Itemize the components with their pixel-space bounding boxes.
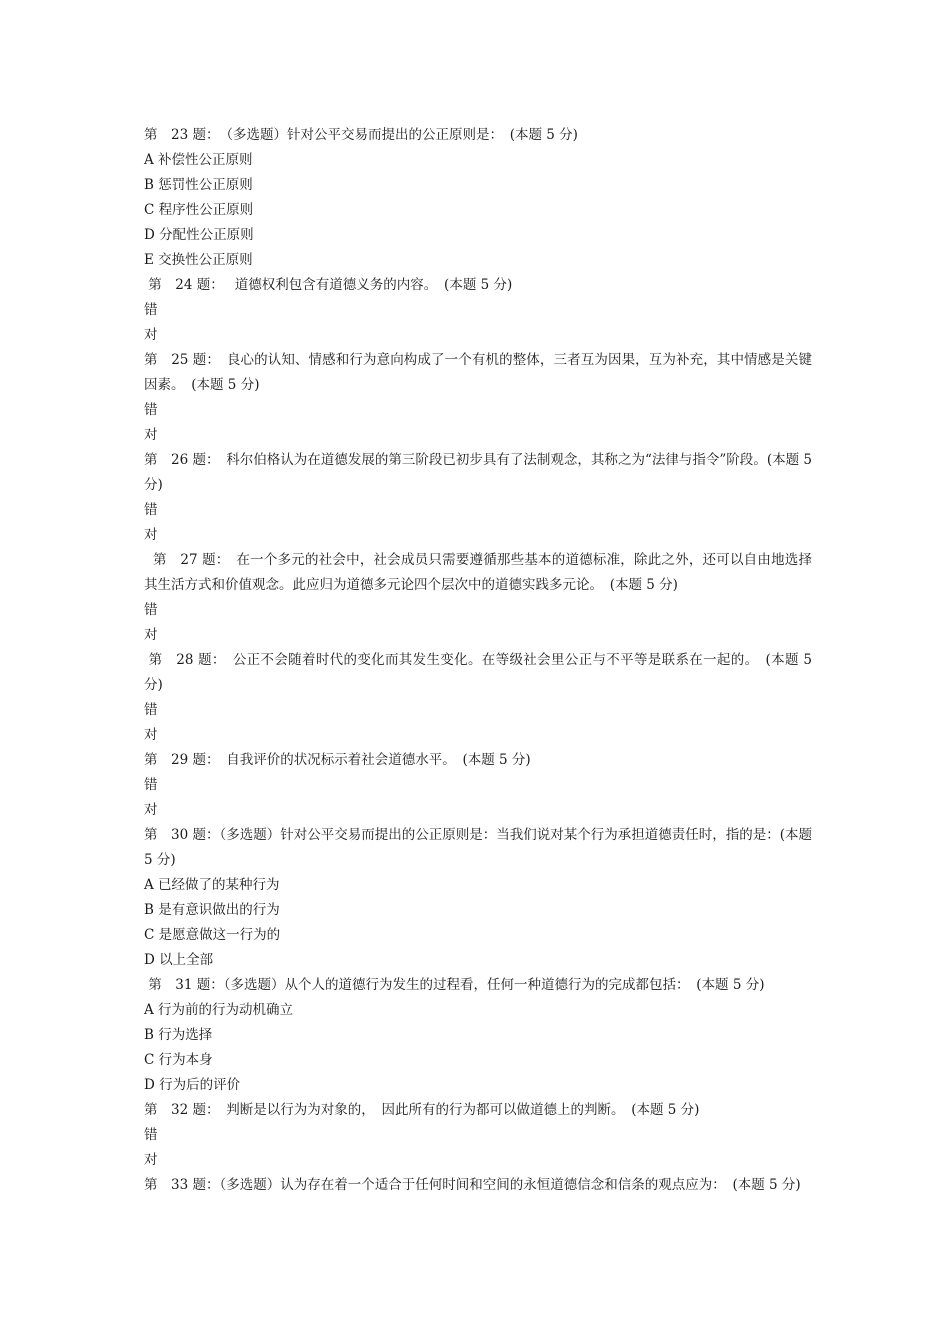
question-text: 第 24 题： 道德权利包含有道德义务的内容。 (本题 5 分) xyxy=(144,277,513,293)
answer-option: C 行为本身 xyxy=(144,1052,213,1068)
question-text: 第 25 题： 良心的认知、情感和行为意向构成了一个有机的整体，三者互为因果，互为补充，其中情感是关键因素。 (本题 5 分) xyxy=(144,352,812,393)
question-text: 第 33 题：（多选题）认为存在着一个适合于任何时间和空间的永恒道德信念和信条的观点应为： (本题 5 分) xyxy=(144,1177,801,1193)
answer-option: E 交换性公正原则 xyxy=(144,252,253,268)
answer-option: 错 xyxy=(144,777,158,793)
answer-option: A 补偿性公正原则 xyxy=(144,152,253,168)
answer-option: 对 xyxy=(144,527,158,543)
answer-option: A 已经做了的某种行为 xyxy=(144,877,280,893)
answer-option: 对 xyxy=(144,327,158,343)
answer-option: 错 xyxy=(144,502,158,518)
document-body xyxy=(144,123,817,1198)
answer-option: 错 xyxy=(144,702,158,718)
answer-option: 对 xyxy=(144,802,158,818)
answer-option: B 惩罚性公正原则 xyxy=(144,177,253,193)
question-text: 第 31 题：（多选题）从个人的道德行为发生的过程看，任何一种道德行为的完成都包括： (本题 5 分) xyxy=(144,977,765,993)
answer-option: 对 xyxy=(144,1152,158,1168)
question-text: 第 26 题： 科尔伯格认为在道德发展的第三阶段已初步具有了法制观念，其称之为“法律与指令”阶段。(本题 5 分) xyxy=(144,452,817,493)
answer-option: B 是有意识做出的行为 xyxy=(144,902,280,918)
question-block xyxy=(144,823,817,973)
question-block xyxy=(144,273,812,348)
answer-option: 错 xyxy=(144,1127,158,1143)
question-text: 第 29 题： 自我评价的状况标示着社会道德水平。 (本题 5 分) xyxy=(144,752,531,768)
question-text: 第 28 题： 公正不会随着时代的变化而其发生变化。在等级社会里公正与不平等是联系在一起的。 (本题 5 分) xyxy=(144,652,817,693)
question-text: 第 27 题： 在一个多元的社会中，社会成员只需要遵循那些基本的道德标准，除此之外，还可以自由地选择其生活方式和价值观念。此应归为道德多元论四个层次中的道德实践多元论。 (本题 5 分) xyxy=(144,552,812,593)
answer-option: 错 xyxy=(144,602,158,618)
question-block xyxy=(144,648,817,748)
question-text: 第 30 题：（多选题）针对公平交易而提出的公正原则是：当我们说对某个行为承担道德责任时，指的是：(本题 5 分) xyxy=(144,827,817,868)
answer-option: 对 xyxy=(144,427,158,443)
question-block xyxy=(144,973,812,1098)
question-block xyxy=(144,548,812,648)
question-block xyxy=(144,348,812,448)
question-block xyxy=(144,448,817,548)
question-text: 第 32 题： 判断是以行为为对象的， 因此所有的行为都可以做道德上的判断。 (本题 5 分) xyxy=(144,1102,700,1118)
answer-option: 错 xyxy=(144,402,158,418)
answer-option: 错 xyxy=(144,302,158,318)
question-block xyxy=(144,1173,812,1198)
answer-option: C 程序性公正原则 xyxy=(144,202,254,218)
answer-option: D 分配性公正原则 xyxy=(144,227,254,243)
answer-option: 对 xyxy=(144,627,158,643)
question-block xyxy=(144,748,812,823)
question-block xyxy=(144,1098,812,1173)
answer-option: 对 xyxy=(144,727,158,743)
answer-option: B 行为选择 xyxy=(144,1027,213,1043)
answer-option: D 以上全部 xyxy=(144,952,214,968)
answer-option: C 是愿意做这一行为的 xyxy=(144,927,281,943)
answer-option: A 行为前的行为动机确立 xyxy=(144,1002,294,1018)
question-block xyxy=(144,123,812,273)
question-text: 第 23 题： （多选题）针对公平交易而提出的公正原则是： (本题 5 分) xyxy=(144,127,578,143)
answer-option: D 行为后的评价 xyxy=(144,1077,241,1093)
